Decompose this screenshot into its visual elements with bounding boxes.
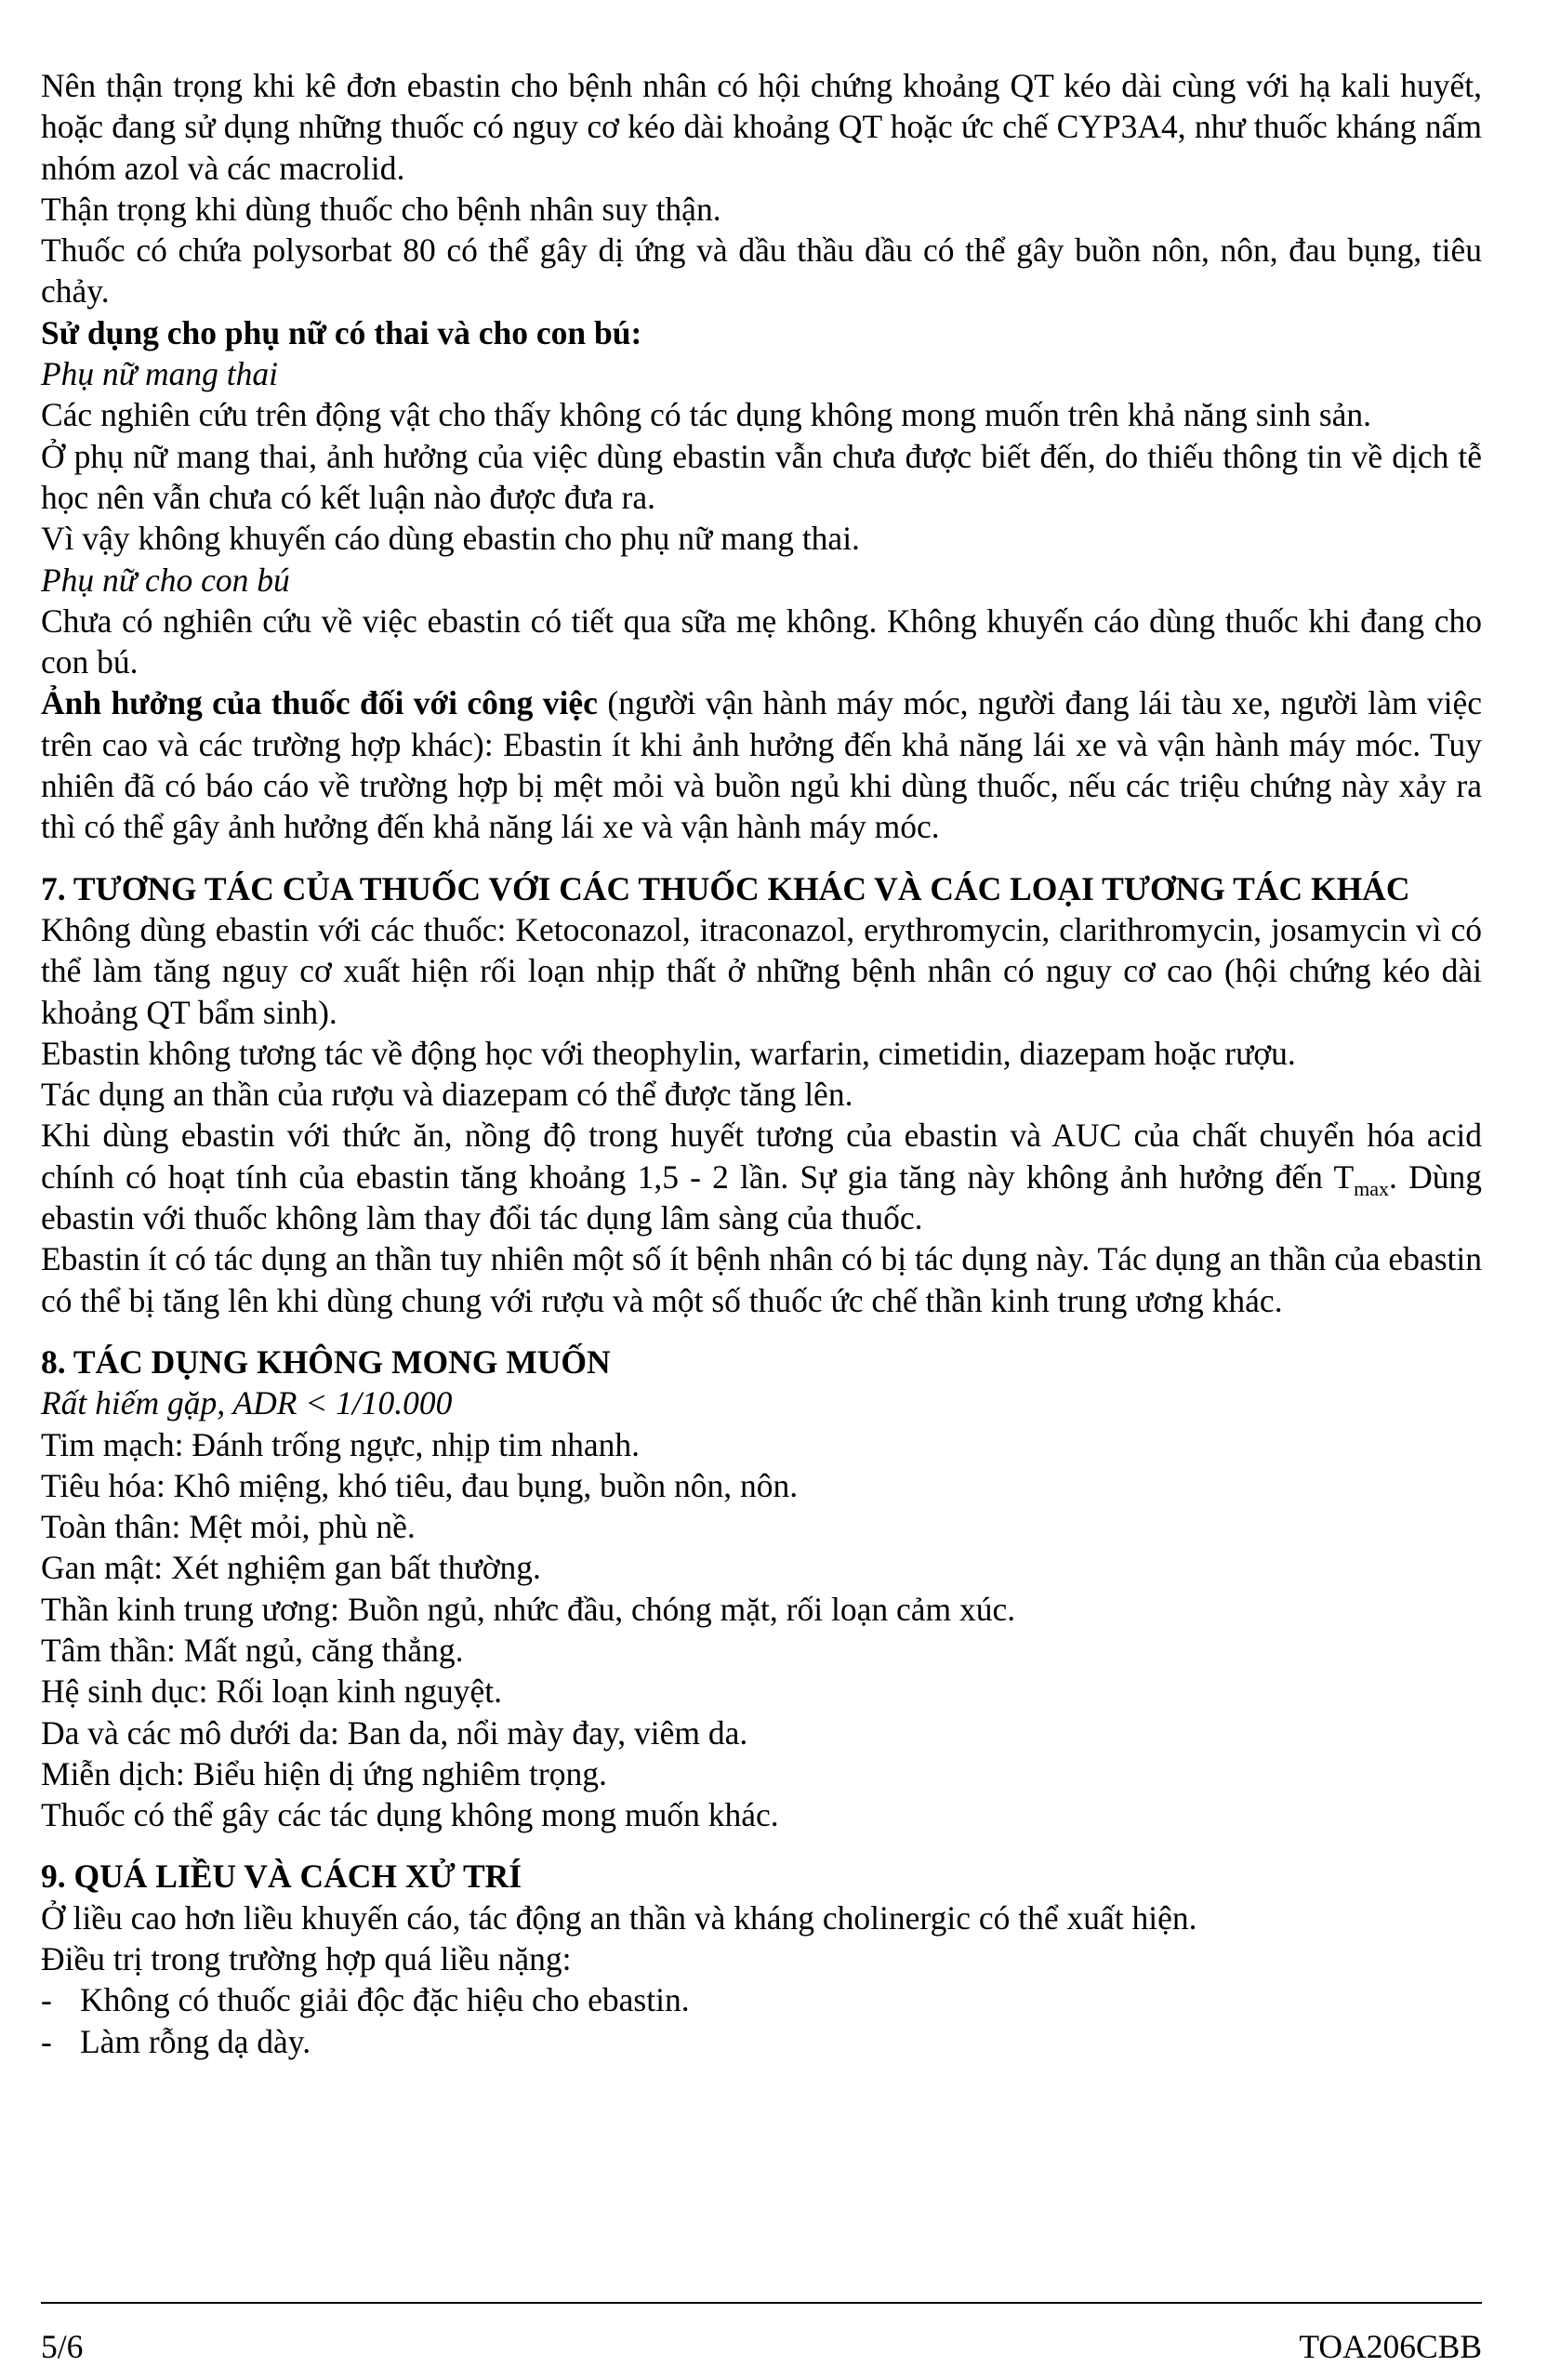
adr-list-item: Thuốc có thể gây các tác dụng không mong muốn khác. <box>41 1796 779 1834</box>
interaction-kinetics-paragraph: Ebastin không tương tác về động học với theophylin, warfarin, cimetidin, diazepam hoặc rượu. <box>41 1034 1296 1072</box>
adr-list-item: Gan mật: Xét nghiệm gan bất thường. <box>41 1549 541 1587</box>
page-number: 5/6 <box>41 2328 84 2365</box>
pregnancy-heading: Sử dụng cho phụ nữ có thai và cho con bú: <box>41 313 642 351</box>
tmax-subscript: max <box>1354 1176 1390 1200</box>
interaction-sedation-paragraph: Tác dụng an thần của rượu và diazepam có thể được tăng lên. <box>41 1076 853 1114</box>
adr-list-item: Hệ sinh dục: Rối loạn kinh nguyệt. <box>41 1673 502 1711</box>
breastfeeding-paragraph: Chưa có nghiên cứu về việc ebastin có tiết qua sữa mẹ không. Không khuyến cáo dùng thuốc khi đang cho con bú. <box>41 602 1482 681</box>
pregnancy-subheading: Phụ nữ mang thai <box>41 355 279 393</box>
footer-divider <box>41 2302 1482 2304</box>
document-body <box>41 65 1482 2062</box>
precaution-renal-paragraph: Thận trọng khi dùng thuốc cho bệnh nhân suy thận. <box>41 190 721 228</box>
interaction-cns-paragraph: Ebastin ít có tác dụng an thần tuy nhiên một số ít bệnh nhân có bị tác dụng này. Tác dụng an thần của ebastin có thể bị tăng lên khi dùng chung với rượu và một số thuốc ức chế thần kinh trung ương khác. <box>41 1240 1482 1319</box>
dash-bullet: - <box>41 2022 52 2060</box>
overdose-treatment-paragraph: Điều trị trong trường hợp quá liều nặng: <box>41 1940 572 1978</box>
adr-list-item: Toàn thân: Mệt mỏi, phù nề. <box>41 1508 416 1546</box>
section-9-heading: 9. QUÁ LIỀU VÀ CÁCH XỬ TRÍ <box>41 1858 522 1896</box>
overdose-symptoms-paragraph: Ở liều cao hơn liều khuyến cáo, tác động an thần và kháng cholinergic có thể xuất hiện. <box>41 1898 1197 1937</box>
adr-list-item: Miễn dịch: Biểu hiện dị ứng nghiêm trọng. <box>41 1754 607 1792</box>
page-footer <box>41 2326 1482 2367</box>
section-8-heading: 8. TÁC DỤNG KHÔNG MONG MUỐN <box>41 1342 611 1381</box>
adr-list-item: Thần kinh trung ương: Buồn ngủ, nhức đầu, chóng mặt, rối loạn cảm xúc. <box>41 1590 1016 1628</box>
overdose-list-text: Làm rỗng dạ dày. <box>80 2022 311 2060</box>
pregnancy-human-paragraph: Ở phụ nữ mang thai, ảnh hưởng của việc dùng ebastin vẫn chưa được biết đến, do thiếu thông tin về dịch tễ học nên vẫn chưa có kết luận nào được đưa ra. <box>41 437 1482 516</box>
dash-bullet: - <box>41 1981 52 2019</box>
adr-frequency: Rất hiếm gặp, ADR < 1/10.000 <box>41 1384 453 1422</box>
breastfeeding-subheading: Phụ nữ cho con bú <box>41 561 290 599</box>
overdose-list-item <box>41 1979 1482 2020</box>
precaution-excipients-paragraph: Thuốc có chứa polysorbat 80 có thể gây dị ứng và dầu thầu dầu có thể gây buồn nôn, nôn, đau bụng, tiêu chảy. <box>41 231 1482 311</box>
document-code: TOA206CBB <box>1299 2328 1482 2365</box>
pregnancy-recommendation-paragraph: Vì vậy không khuyến cáo dùng ebastin cho phụ nữ mang thai. <box>41 520 860 558</box>
section-7-heading: 7. TƯƠNG TÁC CỦA THUỐC VỚI CÁC THUỐC KHÁC VÀ CÁC LOẠI TƯƠNG TÁC KHÁC <box>41 869 1410 907</box>
pregnancy-animal-paragraph: Các nghiên cứu trên động vật cho thấy không có tác dụng không mong muốn trên khả năng sinh sản. <box>41 396 1372 434</box>
adr-list-item: Tâm thần: Mất ngủ, căng thẳng. <box>41 1631 464 1669</box>
driving-paragraph <box>41 682 1482 847</box>
driving-text: (người vận hành máy móc, người đang lái tàu xe, người làm việc trên cao và các trường hợp khác): Ebastin ít khi ảnh hưởng đến khả năng lái xe và vận hành máy móc. Tuy nhiên đã có báo cáo về trường hợp bị mệt mỏi và buồn ngủ khi dùng thuốc, nếu các triệu chứng này xảy ra thì có thể gây ảnh hưởng đến khả năng lái xe và vận hành máy móc. <box>41 684 1482 846</box>
adr-list-item: Tiêu hóa: Khô miệng, khó tiêu, đau bụng, buồn nôn, nôn. <box>41 1466 799 1504</box>
adr-list-item: Da và các mô dưới da: Ban da, nổi mày đay, viêm da. <box>41 1713 748 1752</box>
interaction-food-paragraph: Khi dùng ebastin với thức ăn, nồng độ trong huyết tương của ebastin và AUC của chất chuyển hóa acid chính có hoạt tính của ebastin tăng khoảng 1,5 - 2 lần. Sự gia tăng này không ảnh hưởng đến $T_{max}$. Dùng ebastin với thuốc không làm thay đổi tác dụng lâm sàng của thuốc. <box>41 1117 1482 1237</box>
precaution-qt-paragraph: Nên thận trọng khi kê đơn ebastin cho bệnh nhân có hội chứng khoảng QT kéo dài cùng với hạ kali huyết, hoặc đang sử dụng những thuốc có nguy cơ kéo dài khoảng QT hoặc ức chế CYP3A4, như thuốc kháng nấm nhóm azol và các macrolid. <box>41 67 1482 187</box>
overdose-list-item <box>41 2021 1482 2062</box>
driving-heading: Ảnh hưởng của thuốc đối với công việc <box>41 684 598 722</box>
interaction-contraindicated-paragraph: Không dùng ebastin với các thuốc: Ketoconazol, itraconazol, erythromycin, clarithromycin, josamycin vì có thể làm tăng nguy cơ xuất hiện rối loạn nhịp thất ở những bệnh nhân có nguy cơ cao (hội chứng kéo dài khoảng QT bẩm sinh). <box>41 910 1482 1031</box>
overdose-list-text: Không có thuốc giải độc đặc hiệu cho ebastin. <box>80 1981 690 2019</box>
adr-list-item: Tim mạch: Đánh trống ngực, nhịp tim nhanh. <box>41 1425 641 1463</box>
